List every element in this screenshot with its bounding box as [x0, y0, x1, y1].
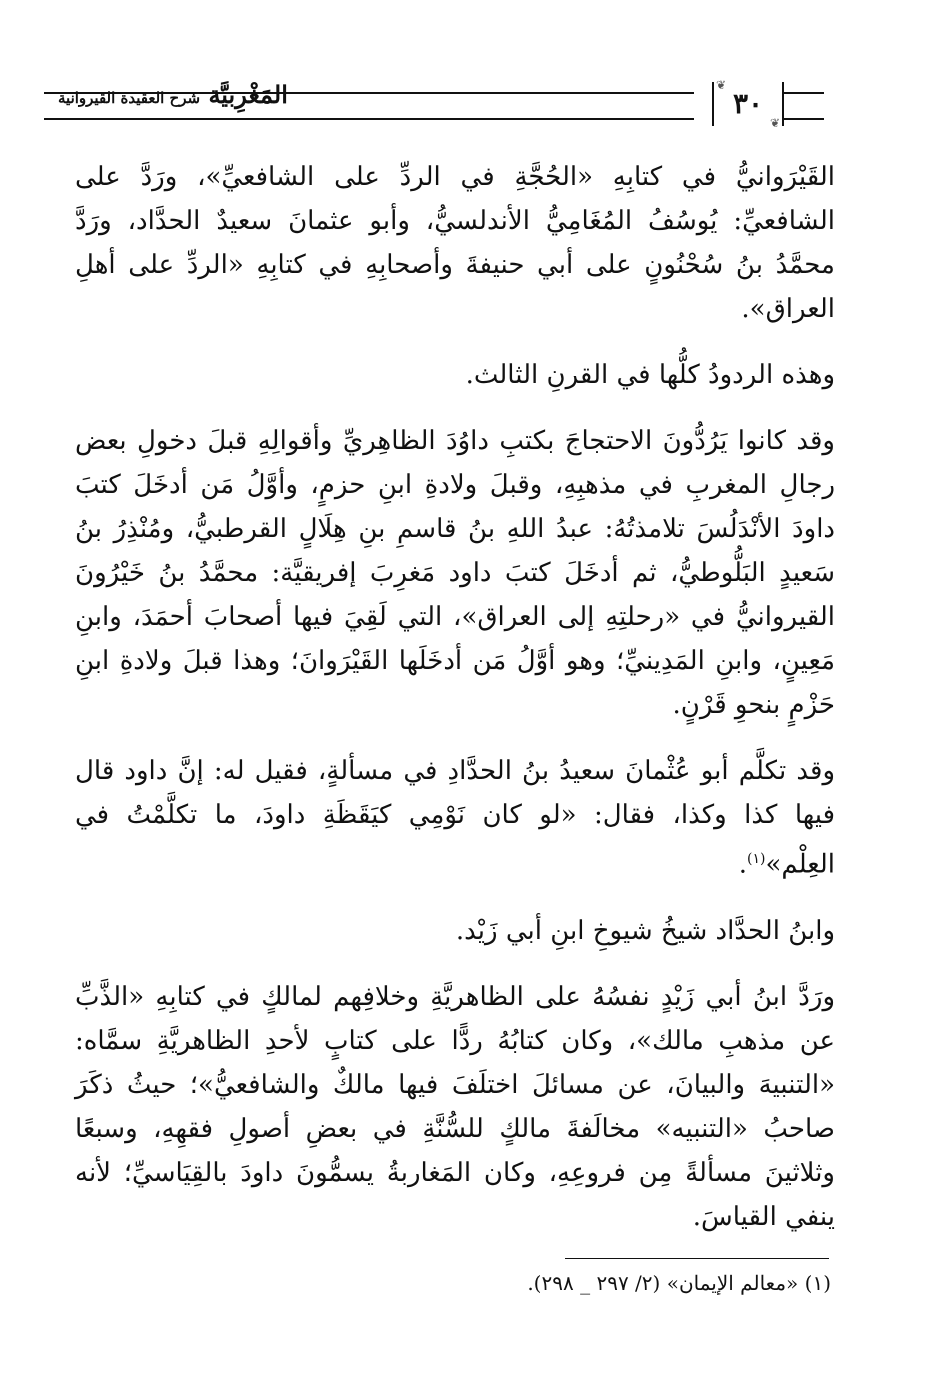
running-title [58, 78, 288, 115]
header-rule [784, 92, 824, 94]
footnote-separator [565, 1258, 829, 1259]
paragraph: ورَدَّ ابنُ أبي زَيْدٍ نفسُهُ على الظاهريَّةِ وخلافِهم لمالكٍ في كتابِهِ «الذَّبِّ عن مذهبِ مالك»، وكان كتابُهُ ردًّا على كتابٍ لأحدِ الظاهريَّةِ سمَّاه: «التنبيهَ والبيانَ، عن مسائلَ اختلَفَ فيها مالكٌ والشافعيُّ»؛ حيثُ ذكَرَ صاحبُ «التنبيه» مخالَفةَ مالكٍ للسُّنَّةِ في بعضِ أصولِ فقهِهِ، وسبعًا وثلاثينَ مسألةً مِن فروعِهِ، وكان المَغاربةُ يسمُّونَ داودَ بالقِيَاسيِّ؛ لأنه ينفي القياسَ. [75, 981, 835, 1232]
header-rule [784, 118, 824, 120]
paragraph [75, 749, 835, 887]
paragraph-text: وقد تكلَّم أبو عُثْمانَ سعيدُ بنُ الحدَّادِ في مسألةٍ، فقيل له: إنَّ داود قال فيها كذا وكذا، فقال: «لو كان نَوْمِي كيَقَظَةِ داودَ، ما تكلَّمْتُ في العِلْم» [75, 756, 835, 880]
main-text [75, 155, 835, 1261]
header-rule [44, 118, 694, 120]
book-title-main: المَغْرِبيَّة [208, 80, 288, 109]
page-number: ٣٠ [732, 87, 764, 120]
paragraph: القَيْرَوانيُّ في كتابِهِ «الحُجَّةِ في الردِّ على الشافعيِّ»، ورَدَّ على الشافعيِّ: يُوسُفُ المُغَامِيُّ الأندلسيُّ، وأبو عثمانَ سعيدٌ الحدَّاد، ورَدَّ محمَّدُ بنُ سُحْنُونٍ على أبي حنيفةَ وأصحابِهِ في كتابِهِ «الردِّ على أهلِ العراق». [75, 162, 835, 324]
ornament-icon: ❦ [716, 78, 727, 92]
book-title-sub: شرح العقيدة القيروانية [58, 89, 201, 107]
paragraph: وهذه الردودُ كلُّها في القرنِ الثالث. [465, 360, 835, 390]
footnote: (١) «معالم الإيمان» (٢/ ٢٩٧ _ ٢٩٨). [527, 1271, 831, 1295]
footnote-reference[interactable]: (١) [747, 851, 766, 867]
page-number-frame [712, 78, 784, 130]
paragraph-end: . [738, 849, 748, 880]
ornament-icon: ❦ [769, 116, 780, 130]
paragraph: وقد كانوا يَرُدُّونَ الاحتجاجَ بكتبِ داوُدَ الظاهِريِّ وأقوالِهِ قبلَ دخولِ بعض رجالِ المغربِ في مذهبِهِ، وقبلَ ولادةِ ابنِ حزمٍ، وأوَّلُ مَن أدخَلَ كتبَ داودَ الأنْدَلُسَ تلامذتُهُ: عبدُ اللهِ بنُ قاسمِ بنِ هِلَالٍ القرطبيُّ، ومُنْذِرُ بنُ سَعيدٍ البَلُّوطيُّ، ثم أدخَلَ كتبَ داود مَغرِبَ إفريقيَّة: محمَّدُ بنُ خَيْرُونَ القيروانيُّ في «رحلتِهِ إلى العراق»، التي لَقِيَ فيها أصحابَ أحمَدَ، وابنِ مَعِينٍ، وابنِ المَدِينيِّ؛ وهو أوَّلُ مَن أدخَلَها القَيْرَوانَ؛ وهذا قبلَ ولادةِ ابنِ حَزْمٍ بنحوِ قَرْنٍ. [75, 426, 835, 720]
page-header [44, 78, 824, 132]
paragraph: وابنُ الحدَّاد شيخُ شيوخِ ابنِ أبي زَيْد. [455, 915, 835, 946]
